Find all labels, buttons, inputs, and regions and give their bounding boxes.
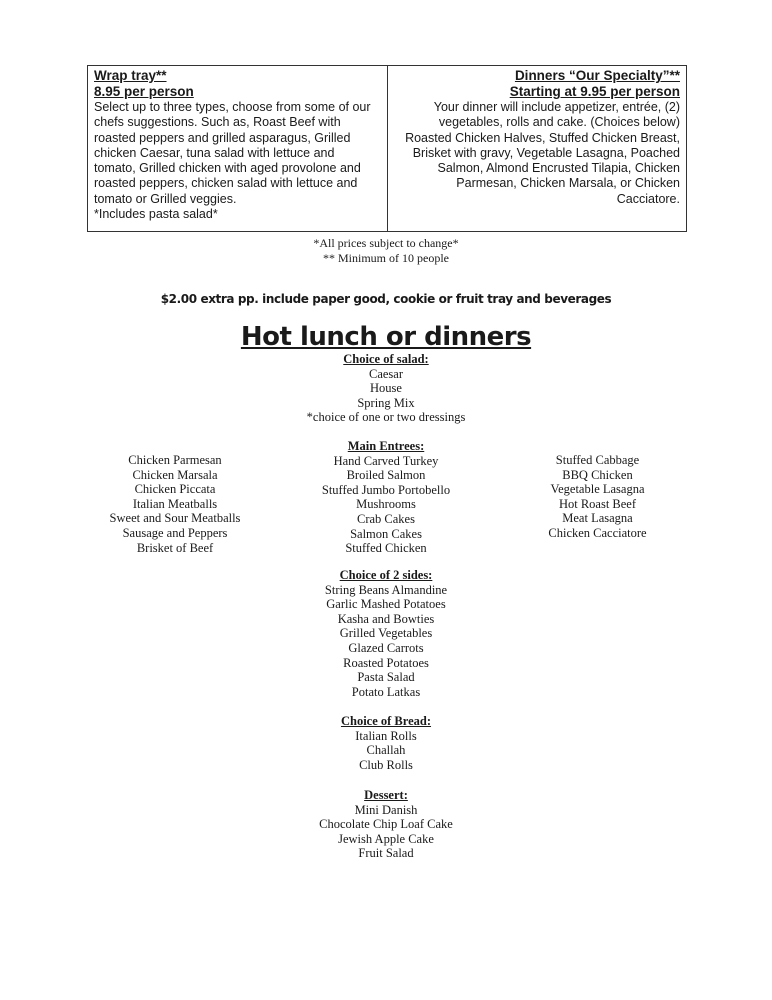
list-item: Italian Meatballs (132, 496, 218, 511)
sides-section (0, 568, 772, 699)
list-item: Hot Roast Beef (558, 496, 637, 511)
catering-options-box (87, 65, 687, 232)
dinners-line: Cacciatore. (616, 191, 680, 206)
list-item: Challah (366, 743, 406, 758)
wrap-line: Select up to three types, choose from some of our (94, 100, 371, 114)
list-item: Chicken Marsala (132, 467, 218, 482)
list-item: Crab Cakes (357, 511, 415, 526)
dinners-line: vegetables, rolls and cake. (Choices below) (438, 115, 680, 130)
list-item: Brisket of Beef (136, 540, 214, 555)
list-item: Chicken Piccata (134, 482, 216, 497)
bread-section (0, 714, 772, 772)
extra-charge-note: $2.00 extra pp. include paper good, cookie or fruit tray and beverages (160, 292, 612, 306)
list-item: BBQ Chicken (562, 467, 633, 482)
dinners-line: Roasted Chicken Halves, Stuffed Chicken Breast, (405, 130, 680, 145)
list-item: Spring Mix (357, 395, 415, 410)
list-item: Pasta Salad (357, 670, 415, 685)
list-item: Broiled Salmon (346, 468, 426, 483)
wrap-tray-description (94, 100, 381, 222)
bread-heading: Choice of Bread: (340, 714, 432, 728)
list-item: Mushrooms (356, 497, 416, 512)
price-change-note: *All prices subject to change* (313, 236, 459, 250)
list-item: Club Rolls (359, 757, 413, 772)
list-item: Potato Latkas (351, 684, 421, 699)
list-item: Stuffed Chicken (345, 541, 427, 556)
list-item: Fruit Salad (358, 846, 414, 861)
wrap-tray-column (88, 66, 388, 231)
list-item: Sweet and Sour Meatballs (109, 511, 241, 526)
price-notes (0, 236, 772, 265)
wrap-tray-price: 8.95 per person (94, 84, 194, 99)
list-item: Sausage and Peppers (122, 525, 228, 540)
sides-heading: Choice of 2 sides: (339, 568, 433, 582)
list-item: Meat Lasagna (562, 511, 633, 526)
list-item: Chicken Cacciatore (548, 525, 647, 540)
list-item: Glazed Carrots (348, 640, 424, 655)
dinners-line: Salmon, Almond Encrusted Tilapia, Chicken (437, 161, 680, 176)
list-item: Hand Carved Turkey (333, 453, 439, 468)
dinners-description (398, 100, 680, 207)
dessert-heading: Dessert: (364, 788, 408, 802)
list-item: Mini Danish (354, 802, 418, 817)
list-item: Salmon Cakes (350, 526, 422, 541)
minimum-note: ** Minimum of 10 people (323, 250, 449, 265)
wrap-line: chicken Caesar, tuna salad with lettuce and (94, 145, 335, 160)
dinners-price: Starting at 9.95 per person (509, 84, 680, 99)
entrees-heading: Main Entrees: (347, 439, 425, 453)
wrap-line: chefs suggestions. Such as, Roast Beef with (94, 115, 341, 130)
list-item: House (370, 381, 402, 396)
entrees-right (510, 453, 685, 541)
dinners-title: Dinners “Our Specialty”** (514, 68, 680, 83)
list-item: Grilled Vegetables (339, 626, 433, 641)
wrap-line: *Includes pasta salad* (94, 207, 218, 222)
page-title: Hot lunch or dinners (240, 322, 532, 352)
list-item: Roasted Potatoes (343, 655, 429, 670)
wrap-line: roasted peppers, chicken salad with lettuce and (94, 176, 358, 191)
list-item: Chocolate Chip Loaf Cake (319, 817, 453, 832)
list-item: Chicken Parmesan (128, 453, 222, 467)
list-item: *choice of one or two dressings (306, 410, 466, 425)
dinners-line: Your dinner will include appetizer, entrée, (2) (433, 100, 680, 114)
dinners-line: Brisket with gravy, Vegetable Lasagna, Poached (412, 145, 680, 160)
list-item: String Beans Almandine (324, 582, 448, 597)
list-item: Italian Rolls (355, 728, 417, 743)
salad-section (0, 352, 772, 425)
dinners-column (388, 66, 686, 231)
list-item: Caesar (368, 366, 403, 381)
dinners-line: Parmesan, Chicken Marsala, or Chicken (456, 176, 680, 191)
list-item: Stuffed Jumbo Portobello (321, 482, 451, 497)
list-item: Stuffed Cabbage (555, 453, 640, 467)
wrap-line: tomato or Grilled veggies. (94, 191, 237, 206)
list-item: Kasha and Bowties (337, 611, 435, 626)
salad-heading: Choice of salad: (343, 352, 429, 366)
list-item: Vegetable Lasagna (550, 482, 645, 497)
dessert-section (0, 788, 772, 861)
wrap-line: tomato, Grilled chicken with aged provolone and (94, 161, 361, 176)
wrap-tray-title: Wrap tray** (94, 68, 167, 83)
list-item: Garlic Mashed Potatoes (326, 597, 446, 612)
wrap-line: roasted peppers and grilled asparagus, Grilled (94, 130, 351, 145)
list-item: Jewish Apple Cake (338, 831, 434, 846)
entrees-left (80, 453, 270, 555)
